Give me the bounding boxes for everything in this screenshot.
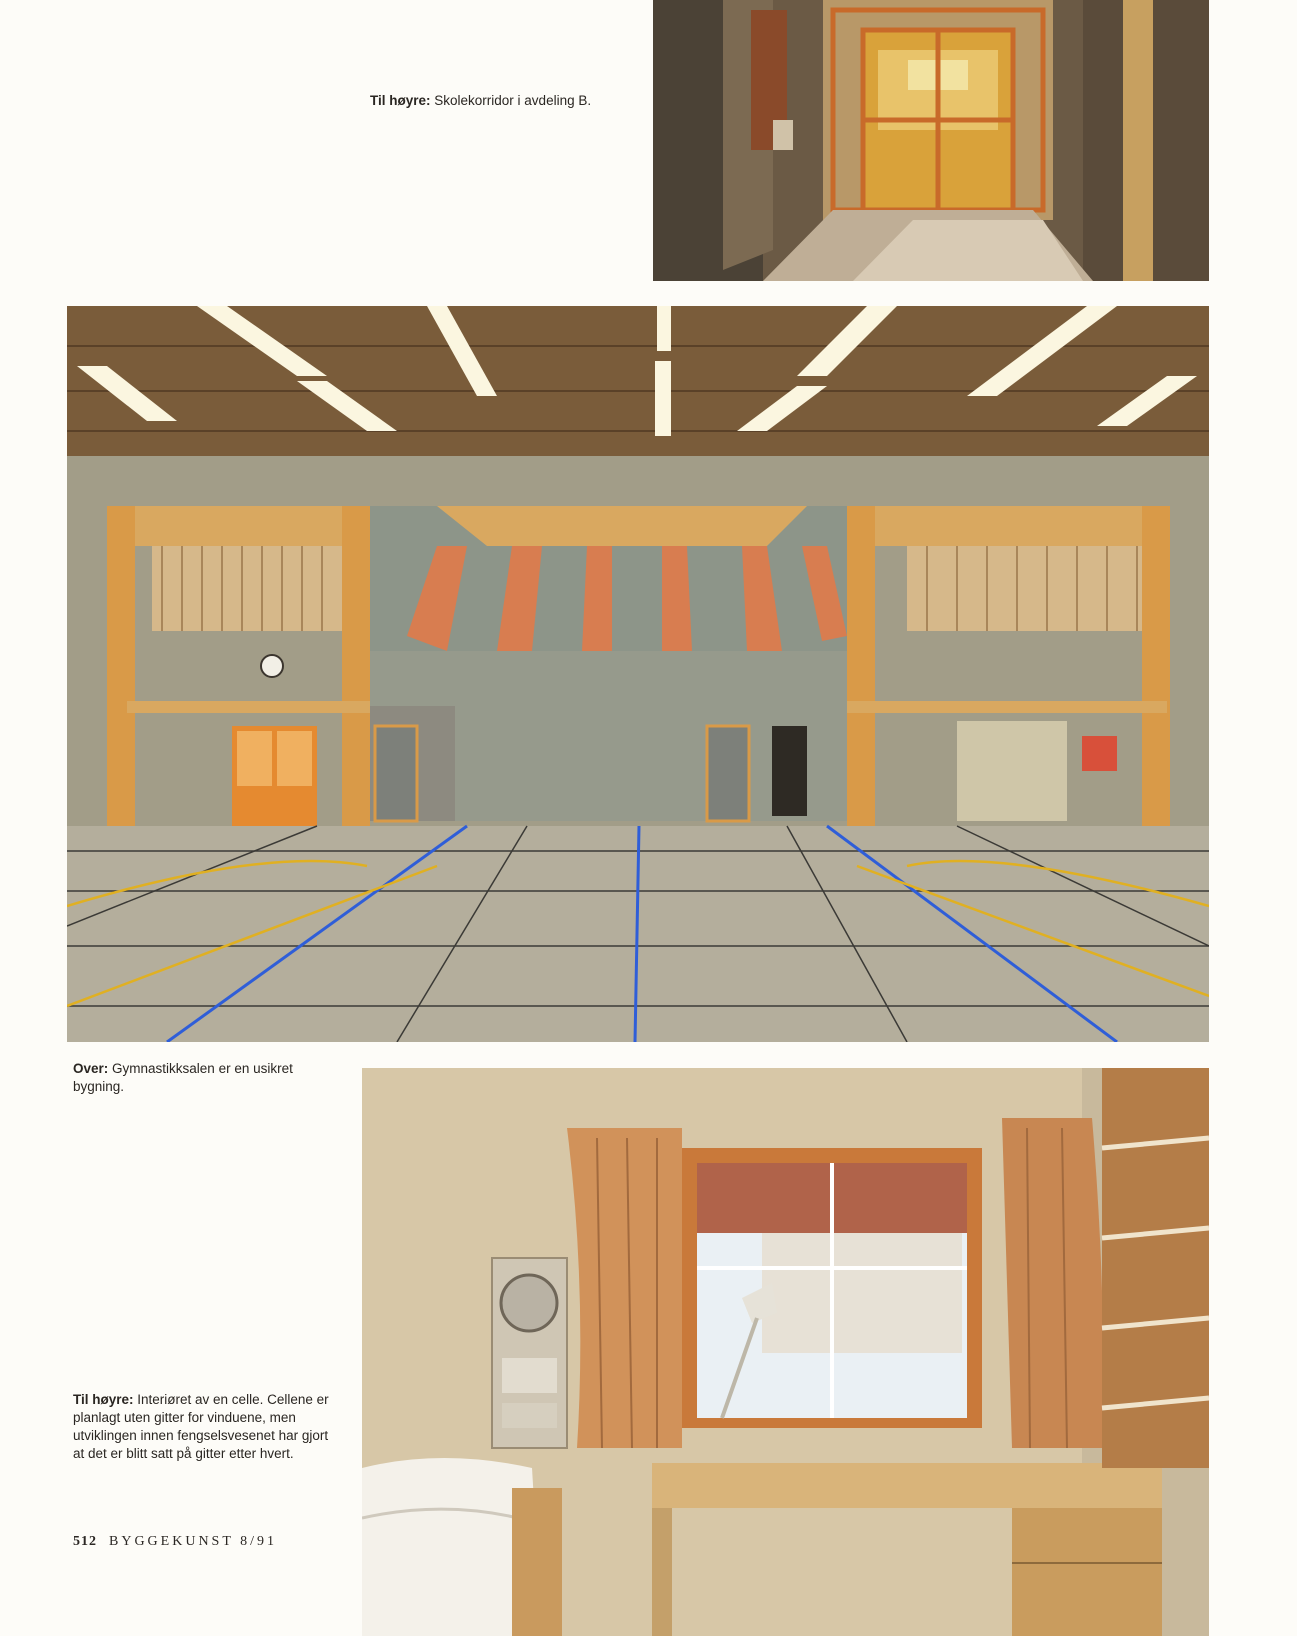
caption-label: Til høyre: xyxy=(73,1392,134,1407)
caption-label: Over: xyxy=(73,1061,109,1076)
gymnasium-caption xyxy=(73,1060,333,1096)
cell-caption xyxy=(73,1391,341,1463)
magazine-issue: BYGGEKUNST 8/91 xyxy=(109,1534,278,1549)
corridor-photo xyxy=(653,0,1209,281)
page-number: 512 xyxy=(73,1534,97,1549)
corridor-caption xyxy=(370,92,650,110)
caption-text: Gymnastikksalen er en usikret bygning. xyxy=(73,1061,293,1094)
cell-interior-photo xyxy=(362,1068,1209,1636)
page-folio xyxy=(73,1534,277,1550)
gymnasium-photo xyxy=(67,306,1209,1042)
caption-text: Skolekorridor i avdeling B. xyxy=(430,93,592,108)
caption-label: Til høyre: xyxy=(370,93,431,108)
caption-text: Interiøret av en celle. Cellene er planlagt uten gitter for vinduene, men utviklingen innen fengselsvesenet har gjort at det er blitt satt på gitter etter hvert. xyxy=(73,1392,329,1461)
